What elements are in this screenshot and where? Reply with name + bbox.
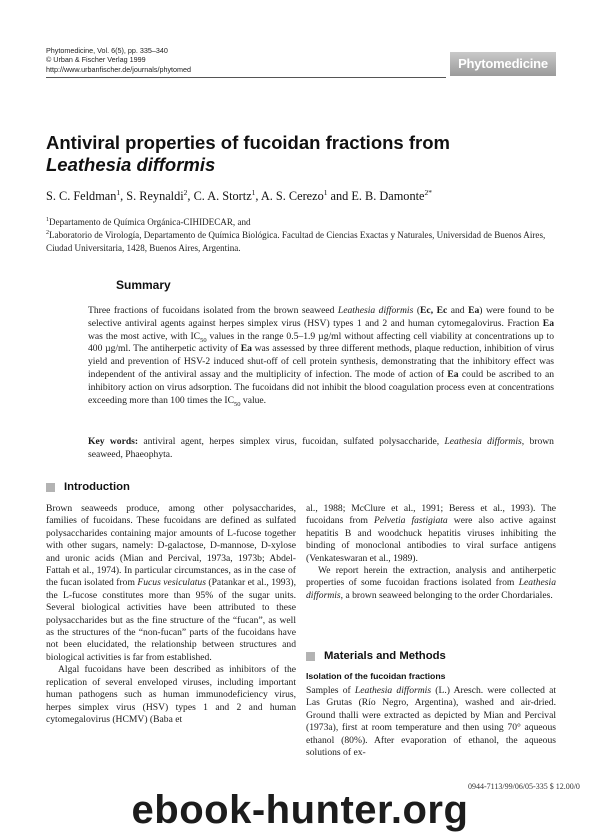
article-title: [46, 132, 566, 176]
author: E. B. Damonte$^{2*}$: [351, 187, 432, 203]
affiliation-2: $^2$Laboratorio de Virología, Departamento de Química Biológica. Facultad de Ciencias Exactas y Naturales, Universidad de Buenos Aires, Ciudad Universitaria, 1428, Buenos Aires, Argentina.: [46, 229, 546, 253]
article-code: 0944-7113/99/06/05-335 $ 12.00/0: [468, 782, 580, 791]
title-line-2: Leathesia difformis: [46, 154, 216, 175]
affiliation-1: $^1$Departamento de Química Orgánica-CIHIDECAR, and: [46, 216, 251, 227]
paragraph: We report herein the extraction, analysis and antiherpetic properties of some fucoidan fractions isolated from Leathesia difformis, a brown seaweed belonging to the order Chordariales.: [306, 565, 556, 601]
summary-text: Three fractions of fucoidans isolated from the brown seaweed Leathesia difformis (Ec, Ec and Ea) were found to be selective antiviral agents against herpes simplex virus (HSV) types 1 and 2 and human cytomegalovirus. Fraction Ea was the most active, with $IC_{50}$ values in the range 0.5–1.9 µg/ml without affecting cell viability at concentrations up to 400 µg/ml. The antiherpetic activity of Ea was assessed by three different methods, plaque reduction, inhibition of virus yield and prevention of HSV-2 induced shut-off of cell protein synthesis, demonstrating that the inhibitory effect was independent of the antiviral assay and the multiplicity of infection. The mode of action of Ea could be ascribed to an inhibitory action on virus adsorption. The fucoidans did not inhibit the blood coagulation process even at concentrations exceeding more than 100 times the $IC_{50}$ value.: [88, 305, 555, 408]
author: A. S. Cerezo$^1$ and: [260, 187, 352, 203]
right-column: [306, 503, 556, 602]
author: S. Reynaldi$^2$,: [126, 187, 194, 203]
paragraph: Algal fucoidans have been described as inhibitors of the replication of several enveloped viruses, including important human pathogens such as human immunodeficiency virus, herpes simplex virus (HSV) types 1 and 2 and human cytomegalovirus (HCMV) (Baba et: [46, 664, 296, 725]
author: C. A. Stortz$^1$,: [193, 187, 261, 203]
journal-url: http://www.urbanfischer.de/journals/phytomed: [46, 64, 192, 74]
methods-subheading: Isolation of the fucoidan fractions: [306, 671, 446, 681]
paragraph: al., 1988; McClure et al., 1991; Beress et al., 1993). The fucoidans from Pelvetia fastigiata were also active against hepatitis B and woodchuck hepatitis viruses inhibiting the binding of monoclonal antibodies to viral surface antigens (Venkateswaran et al., 1989).: [306, 503, 557, 564]
journal-citation: Phytomedicine, Vol. 6(5), pp. 335–340: [46, 46, 168, 55]
journal-header: [46, 46, 191, 74]
methods-heading: Materials and Methods: [306, 650, 446, 662]
section-marker-icon: [46, 483, 55, 492]
paragraph: Samples of Leathesia difformis (L.) Aresch. were collected at Las Grutas (Río Negro, Argentina), washed and air-dried. Ground thalli were extracted as depicted by Mian and Percival (1973a), first at room temperature and then using 70° aqueous ethanol (80%). After evaporation of ethanol, the aqueous solutions of ex-: [306, 685, 556, 759]
paragraph: Brown seaweeds produce, among other polysaccharides, families of fucoidans. These fucoidans are defined as sulfated polysaccharides containing major amounts of L-fucose together with other sugars, namely: D-galactose, D-mannose, D-xylose and uronic acids (Mian and Percival, 1973a, 1973b; Abdel-Fattah et al., 1974). In particular circumstances, as in the case of the fucan isolated from Fucus vesiculatus (Patankar et al., 1993), the L-fucose constitutes more than 95% of the sugar units. Several biological activities have been attributed to these polysaccharides but as the fine structure of the “fucan”, as well as the structures of the “non-fucan” parts of the fucoidans have not been elucidated, the relationship between structures and biological activities is far from established.: [46, 503, 296, 663]
author: S. C. Feldman$^1$,: [46, 187, 127, 203]
watermark: ebook-hunter.org: [131, 788, 469, 832]
methods-text: [306, 685, 556, 759]
affiliations: [46, 216, 556, 255]
journal-logo: Phytomedicine: [450, 52, 556, 76]
summary-heading: Summary: [116, 278, 171, 292]
introduction-heading: Introduction: [46, 481, 130, 493]
keywords: Key words: antiviral agent, herpes simplex virus, fucoidan, sulfated polysaccharide, Leathesia difformis, brown seaweed, Phaeophyta.: [88, 436, 554, 460]
left-column: [46, 503, 296, 726]
header-rule: [46, 77, 446, 78]
section-marker-icon: [306, 652, 315, 661]
publisher-line: © Urban & Fischer Verlag 1999: [46, 55, 146, 65]
author-list: [46, 188, 566, 204]
title-line-1: Antiviral properties of fucoidan fractions from: [46, 132, 450, 153]
